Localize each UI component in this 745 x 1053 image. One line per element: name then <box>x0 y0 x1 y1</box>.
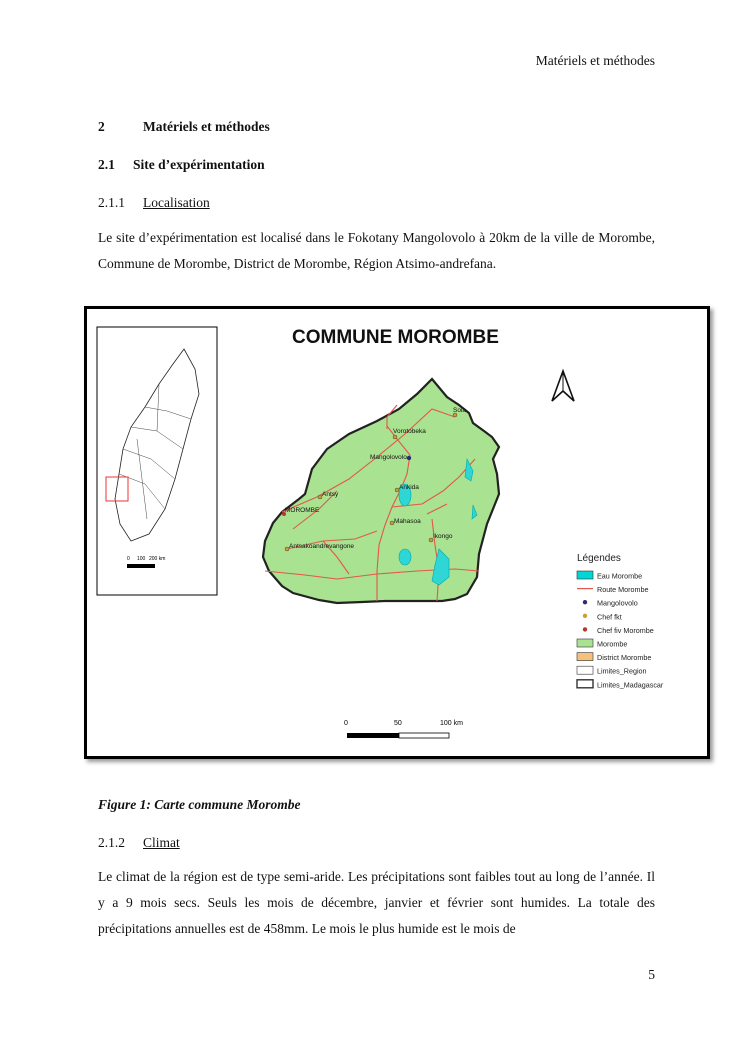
legend-label: Route Morombe <box>597 585 649 595</box>
scale-label-100: 100 km <box>440 720 463 727</box>
place-morombe: MOROMBE <box>285 507 320 514</box>
legend-title: Légendes <box>577 553 621 564</box>
scalebar-white-segment <box>399 733 449 738</box>
legend-symbol <box>577 653 593 661</box>
subsection-title: Site d’expérimentation <box>133 157 265 172</box>
inset-scale-100: 100 <box>137 556 146 562</box>
legend-label: Morombe <box>597 639 628 649</box>
subsubsection-heading-climat <box>98 835 180 851</box>
scale-label-50: 50 <box>394 720 402 727</box>
climat-paragraph: Le climat de la région est de type semi-aride. Les précipitations sont faibles tout au long de l’année. Il y a 9 mois secs. Seuls les mois de décembre, janvier et février sont humides. La totale des précipitations annuelles est de 458mm. Le mois le plus humide est le mois de <box>98 869 655 936</box>
legend-symbol <box>577 666 593 674</box>
map-legend <box>577 571 664 689</box>
map-scalebar <box>344 720 463 738</box>
map-figure <box>84 306 710 759</box>
page-number: 5 <box>648 967 655 982</box>
legend-symbol <box>583 600 587 604</box>
place-mangolovolo: Mangolovolo <box>370 454 407 461</box>
localisation-paragraph: Le site d’expérimentation est localisé dans le Fokotany Mangolovolo à 20km de la ville de Morombe, Commune de Morombe, District de Morombe, Région Atsimo-andrefana. <box>98 230 655 271</box>
subsubsection-heading-localisation <box>98 195 210 211</box>
subsubsection-number: 2.1.1 <box>98 195 125 210</box>
legend-label: Eau Morombe <box>597 571 643 581</box>
map-title: COMMUNE MOROMBE <box>292 327 499 348</box>
place-antsy: Antsy <box>322 491 339 498</box>
legend-label: Mangolovolo <box>597 598 638 608</box>
running-header: Matériels et méthodes <box>535 53 655 68</box>
place-antsakoandrevangone: Antsakoandrevangone <box>289 543 355 550</box>
subsection-heading <box>98 157 265 173</box>
legend-symbol <box>583 627 587 631</box>
section-title: Matériels et méthodes <box>143 119 270 134</box>
figure-caption: Figure 1: Carte commune Morombe <box>98 797 301 812</box>
place-point <box>407 456 411 460</box>
scale-label-0: 0 <box>344 720 348 727</box>
subsection-number: 2.1 <box>98 157 115 172</box>
place-vorotobeka: Vorotobeka <box>393 428 426 435</box>
subsubsection-title: Localisation <box>143 195 210 210</box>
section-heading <box>98 119 270 135</box>
legend-label: Chef fkt <box>597 612 622 622</box>
legend-symbol <box>577 639 593 647</box>
scalebar-black-segment <box>347 733 399 738</box>
place-mahasoa: Mahasoa <box>394 518 421 525</box>
place-point <box>393 435 397 439</box>
place-ikongo: Ikongo <box>433 533 453 540</box>
legend-label: Chef fiv Morombe <box>597 625 654 635</box>
subsubsection-number: 2.1.2 <box>98 835 125 850</box>
legend-symbol <box>583 614 587 618</box>
legend-label: Limites_Region <box>597 666 647 676</box>
legend-label: Limites_Madagascar <box>597 680 664 690</box>
place-sola: Sola <box>453 407 467 414</box>
inset-scale-200: 200 km <box>149 556 166 562</box>
place-ankida: Ankida <box>399 484 419 491</box>
legend-symbol <box>577 680 593 688</box>
subsubsection-title: Climat <box>143 835 180 850</box>
legend-label: District Morombe <box>597 653 652 663</box>
section-number: 2 <box>98 119 105 134</box>
inset-scale-0: 0 <box>127 556 130 562</box>
map-svg <box>87 309 707 756</box>
legend-symbol <box>577 571 593 579</box>
